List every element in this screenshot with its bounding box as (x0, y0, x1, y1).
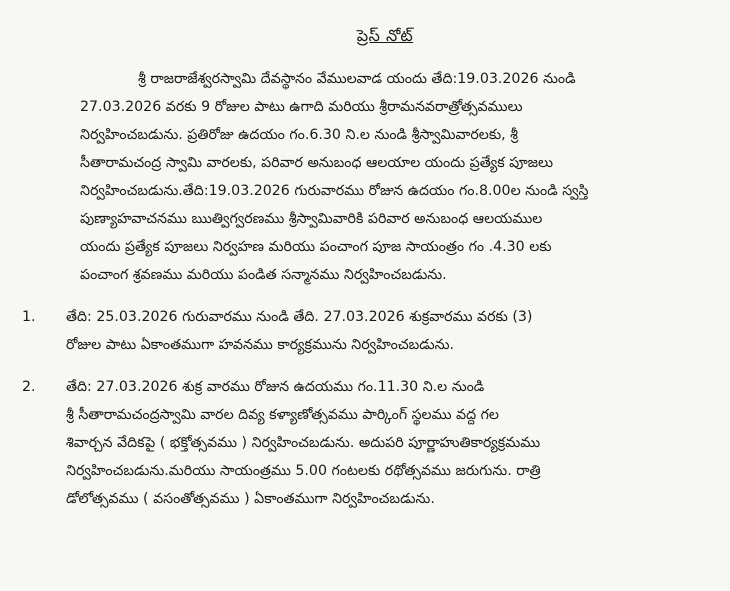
list-item (22, 303, 690, 359)
list-item-line: తేది: 27.03.2026 శుక్ర వారము రోజున ఉదయము గం.11.30 ని.ల నుండి (66, 379, 485, 395)
intro-line: పంచాంగ శ్రవణము మరియు పండిత సన్మానము నిర్వహించబడును. (80, 267, 447, 283)
intro-line: 27.03.2026 వరకు 9 రోజుల పాటు ఉగాది మరియు శ్రీరామనవరాత్రోత్సవములు (80, 99, 523, 115)
list-item-line: రోజుల పాటు ఏకాంతముగా హవనము కార్యక్రమును నిర్వహించబడును. (66, 337, 455, 353)
list-item-line: తేది: 25.03.2026 గురువారము నుండి తేది. 27.03.2026 శుక్రవారము వరకు (3) (66, 309, 533, 325)
list-item-line: శ్రీ సీతారామచంద్రస్వామి వారల దివ్య కళ్యాణోత్సవము పార్కింగ్ స్థలము వద్ద గల (66, 407, 499, 423)
intro-line: సీతారామచంద్ర స్వామి వారలకు, పరివార అనుబంధ ఆలయాల యందు ప్రత్యేక పూజలు (80, 155, 554, 171)
page-title: ప్రెస్ నోట్ (356, 26, 414, 45)
intro-line: నిర్వహించబడును. ప్రతిరోజు ఉదయం గం.6.30 ని.ల నుండి శ్రీస్వామివారలకు, శ్రీ (80, 127, 518, 143)
list-item-number: 2. (22, 379, 36, 395)
intro-line: నిర్వహించబడును.తేది:19.03.2026 గురువారము రోజున ఉదయం గం.8.00ల నుండి స్వస్తి (80, 183, 589, 199)
list-item-line: శివార్చన వేదికపై ( భక్తోత్సవము ) నిర్వహించబడును. అదుపరి పూర్ణాహుతికార్యక్రమము (66, 435, 541, 451)
list-item-line: నిర్వహించబడును.మరియు సాయంత్రము 5.00 గంటలకు రథోత్సవము జరుగును. రాత్రి (66, 463, 541, 479)
list-item-line: డోలోత్సవము ( వసంతోత్సవము ) ఏకాంతముగా నిర్వహించబడును. (66, 491, 435, 507)
intro-line: శ్రీ రాజరాజేశ్వరస్వామి దేవస్థానం వేములవాడ యందు తేది:19.03.2026 నుండి (138, 71, 576, 87)
intro-line: పుణ్యాహవాచనము ఋత్విగ్వరణము శ్రీస్వామివారికి పరివార అనుబంధ ఆలయముల (80, 211, 543, 227)
list-item (22, 373, 690, 513)
list-item-number: 1. (22, 309, 36, 325)
intro-line: యందు ప్రత్యేక పూజలు నిర్వహణ మరియు పంచాంగ పూజ సాయంత్రం గం .4.30 లకు (80, 239, 552, 255)
intro-paragraph (80, 65, 690, 289)
